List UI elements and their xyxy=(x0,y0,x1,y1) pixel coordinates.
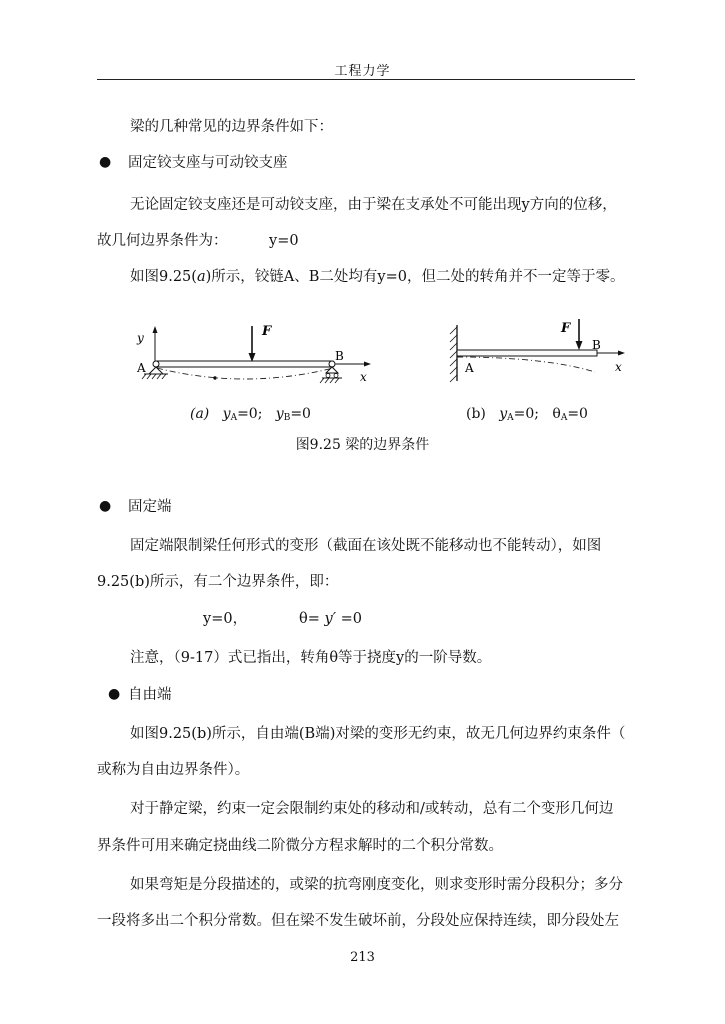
pin-a xyxy=(153,361,159,367)
roller-wheel xyxy=(326,374,330,378)
point-b-label: B xyxy=(335,349,344,363)
paragraph-line: 界条件可用来确定挠曲线二阶微分方程求解时的二个积分常数。 xyxy=(97,838,503,854)
condition-val: =0 xyxy=(567,406,588,422)
paragraph-line: 或称为自由边界条件）。 xyxy=(97,762,250,778)
section-heading-fixed-end: 固定端 xyxy=(128,499,172,515)
bullet-icon: ● xyxy=(99,498,112,514)
paragraph-line: 如图9.25(b)所示，自由端(B端)对梁的变形无约束，故无几何边界约束条件（ xyxy=(130,726,626,742)
equation-derivative: y′ xyxy=(324,611,336,627)
point-a-label: A xyxy=(465,361,474,375)
roller-wheel xyxy=(334,374,338,378)
boundary-condition: y=0 xyxy=(269,233,299,249)
paragraph-line: 固定端限制梁任何形式的变形（截面在该处既不能移动也不能转动），如图 xyxy=(130,538,602,554)
section-heading-free-end: 自由端 xyxy=(128,687,172,703)
condition-sub: B xyxy=(283,413,291,423)
paragraph-line: 如果弯矩是分段描述的，或梁的抗弯刚度变化，则求变形时需分段积分；多分 xyxy=(130,877,623,893)
figure-a-caption xyxy=(190,406,311,423)
condition-var: θ xyxy=(552,406,561,422)
section-heading-hinge: 固定铰支座与可动铰支座 xyxy=(128,155,288,171)
cantilever-beam xyxy=(457,350,597,356)
deflection-curve xyxy=(157,368,333,379)
figure-caption: 图9.25 梁的边界条件 xyxy=(295,437,430,453)
point-a-label: A xyxy=(137,361,146,375)
beam xyxy=(157,361,333,367)
roller-support xyxy=(326,367,338,373)
subfigure-label: (a) xyxy=(190,406,210,422)
paragraph-line: 故几何边界条件为： xyxy=(97,233,228,249)
y-axis-arrow xyxy=(153,326,158,333)
condition-var: y xyxy=(222,406,231,422)
force-arrow-head xyxy=(576,341,583,350)
bullet-icon: ● xyxy=(108,686,121,702)
condition-val: =0 xyxy=(290,406,311,422)
figure-a-diagram xyxy=(135,318,375,398)
paragraph-text: 如图9.25( xyxy=(130,269,197,285)
bullet-icon: ● xyxy=(99,154,112,170)
figure-b-diagram xyxy=(445,315,635,395)
paragraph-line: 对于静定梁，约束一定会限制约束处的移动和/或转动，总有二个变形几何边 xyxy=(130,801,614,817)
force-label: F xyxy=(262,324,272,339)
condition-var: y xyxy=(275,406,284,422)
running-header: 工程力学 xyxy=(334,64,391,79)
condition-var: y xyxy=(499,406,508,422)
force-label: F xyxy=(561,321,571,336)
paragraph-line: 注意，（9-17）式已指出，转角θ等于挠度y的一阶导数。 xyxy=(130,650,492,666)
condition-val: =0; xyxy=(513,406,540,422)
paragraph-line: 一段将多出二个积分常数。但在梁不发生破坏前，分段处应保持连续，即分段处左 xyxy=(97,913,619,929)
y-axis-label: y xyxy=(137,331,144,345)
x-axis-arrow xyxy=(618,351,625,356)
header-rule xyxy=(97,79,635,80)
condition-val: =0; xyxy=(237,406,263,422)
subfigure-label: (b) xyxy=(466,406,486,422)
equation-part xyxy=(299,610,362,628)
condition-sub: A xyxy=(560,413,568,423)
fixed-hinge-support xyxy=(149,367,163,374)
condition-sub: A xyxy=(230,413,238,423)
midpoint-dot xyxy=(213,376,216,379)
x-axis-label: x xyxy=(615,360,622,374)
paragraph-line: 无论固定铰支座还是可动铰支座，由于梁在支承处不可能出现y方向的位移， xyxy=(130,197,617,213)
page-number: 213 xyxy=(350,950,375,965)
paragraph-text: )所示，铰链A、B二处均有y=0，但二处的转角并不一定等于零。 xyxy=(205,269,625,285)
equation-part: y=0， xyxy=(203,611,248,627)
condition-sub: A xyxy=(507,413,514,423)
intro-paragraph: 梁的几种常见的边界条件如下： xyxy=(130,119,333,135)
deflection-curve xyxy=(457,357,595,372)
x-axis-label: x xyxy=(360,370,367,384)
paragraph-line: 9.25(b)所示，有二个边界条件，即： xyxy=(97,574,339,590)
figure-b-caption xyxy=(466,406,588,423)
equation-text: =0 xyxy=(340,611,362,627)
paragraph-line xyxy=(130,268,624,286)
point-b-label: B xyxy=(592,338,601,352)
figure-ref: a xyxy=(196,269,206,285)
x-axis-arrow xyxy=(364,362,371,367)
equation-text: θ= xyxy=(299,611,320,627)
